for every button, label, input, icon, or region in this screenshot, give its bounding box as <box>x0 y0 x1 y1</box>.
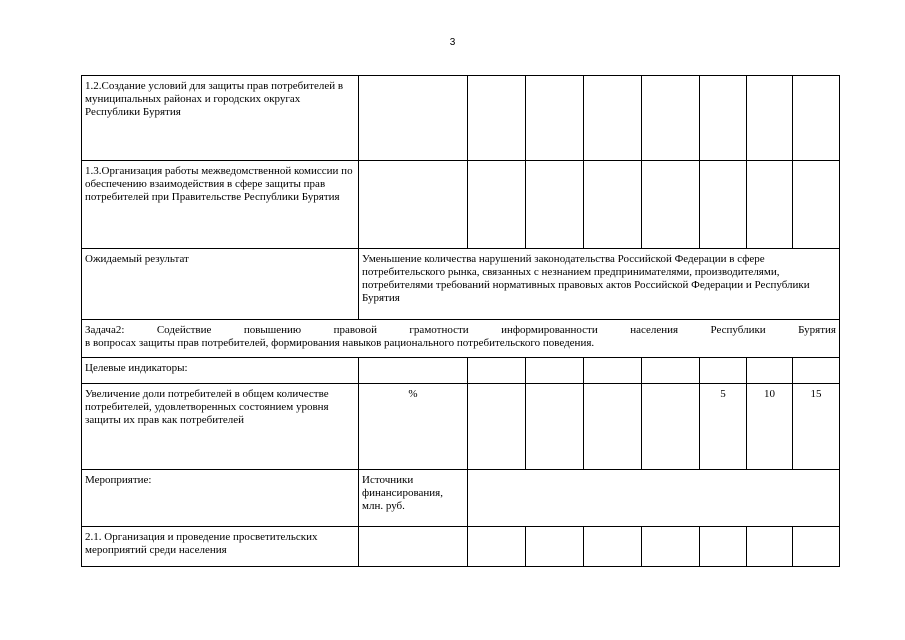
indicator-1-value <box>526 384 584 470</box>
target-indicators-label: Целевые индикаторы: <box>82 358 359 384</box>
measure-label: Мероприятие: <box>82 470 359 527</box>
task-2-cell <box>82 320 840 358</box>
program-table <box>81 75 840 567</box>
cell <box>584 527 642 567</box>
indicator-1-value: 10 <box>747 384 793 470</box>
cell <box>747 358 793 384</box>
cell <box>747 76 793 161</box>
cell <box>793 527 840 567</box>
cell <box>747 527 793 567</box>
expected-result-label: Ожидаемый результат <box>82 249 359 320</box>
cell <box>642 161 700 249</box>
indicator-1-value <box>584 384 642 470</box>
table-row-task-2 <box>82 320 840 358</box>
cell <box>700 527 747 567</box>
cell <box>526 76 584 161</box>
table-row-measure-2-1 <box>82 527 840 567</box>
table-row-target-indicators <box>82 358 840 384</box>
cell <box>359 161 468 249</box>
cell <box>584 358 642 384</box>
task-2-line-2: в вопросах защиты прав потребителей, формирования навыков рационального потребительского поведения. <box>85 337 595 349</box>
cell <box>526 358 584 384</box>
indicator-1-value: 5 <box>700 384 747 470</box>
cell <box>468 76 526 161</box>
cell <box>359 76 468 161</box>
table-row-task-1-2 <box>82 76 840 161</box>
page-number: 3 <box>449 37 456 48</box>
cell <box>642 76 700 161</box>
measure-2-1-label: 2.1. Организация и проведение просветительских мероприятий среди населения <box>82 527 359 567</box>
cell <box>793 76 840 161</box>
cell <box>468 161 526 249</box>
cell <box>747 161 793 249</box>
expected-result-text: Уменьшение количества нарушений законодательства Российской Федерации в сфере потребительского рынка, связанных с незнанием предпринимателями, производителями, потребителями требований нормативных правовых актов Российской Федерации и Республики Бурятия <box>359 249 840 320</box>
indicator-1-unit: % <box>359 384 468 470</box>
indicator-1-label: Увеличение доли потребителей в общем количестве потребителей, удовлетворенных состоянием уровня защиты их прав как потребителей <box>82 384 359 470</box>
task-1-2-label: 1.2.Создание условий для защиты прав потребителей в муниципальных районах и городских округах Республики Бурятия <box>82 76 359 161</box>
cell <box>526 161 584 249</box>
cell <box>793 358 840 384</box>
table-row-indicator-1 <box>82 384 840 470</box>
cell <box>584 76 642 161</box>
cell <box>468 470 840 527</box>
cell <box>468 358 526 384</box>
funding-sources-label: Источники финансирования, млн. руб. <box>359 470 468 527</box>
indicator-1-value <box>642 384 700 470</box>
task-1-3-label: 1.3.Организация работы межведомственной комиссии по обеспечению взаимодействия в сфере защиты прав потребителей при Правительстве Республики Бурятия <box>82 161 359 249</box>
cell <box>468 527 526 567</box>
cell <box>700 358 747 384</box>
cell <box>526 527 584 567</box>
table-row-task-1-3 <box>82 161 840 249</box>
cell <box>359 527 468 567</box>
cell <box>584 161 642 249</box>
task-2-line-1: Задача2: Содействие повышению правовой грамотности информированности населения Республики Бурятия <box>85 324 836 336</box>
cell <box>793 161 840 249</box>
cell <box>700 161 747 249</box>
indicator-1-value <box>468 384 526 470</box>
cell <box>642 358 700 384</box>
indicator-1-value: 15 <box>793 384 840 470</box>
cell <box>359 358 468 384</box>
table-row-expected-result <box>82 249 840 320</box>
table-row-measure <box>82 470 840 527</box>
cell <box>700 76 747 161</box>
cell <box>642 527 700 567</box>
